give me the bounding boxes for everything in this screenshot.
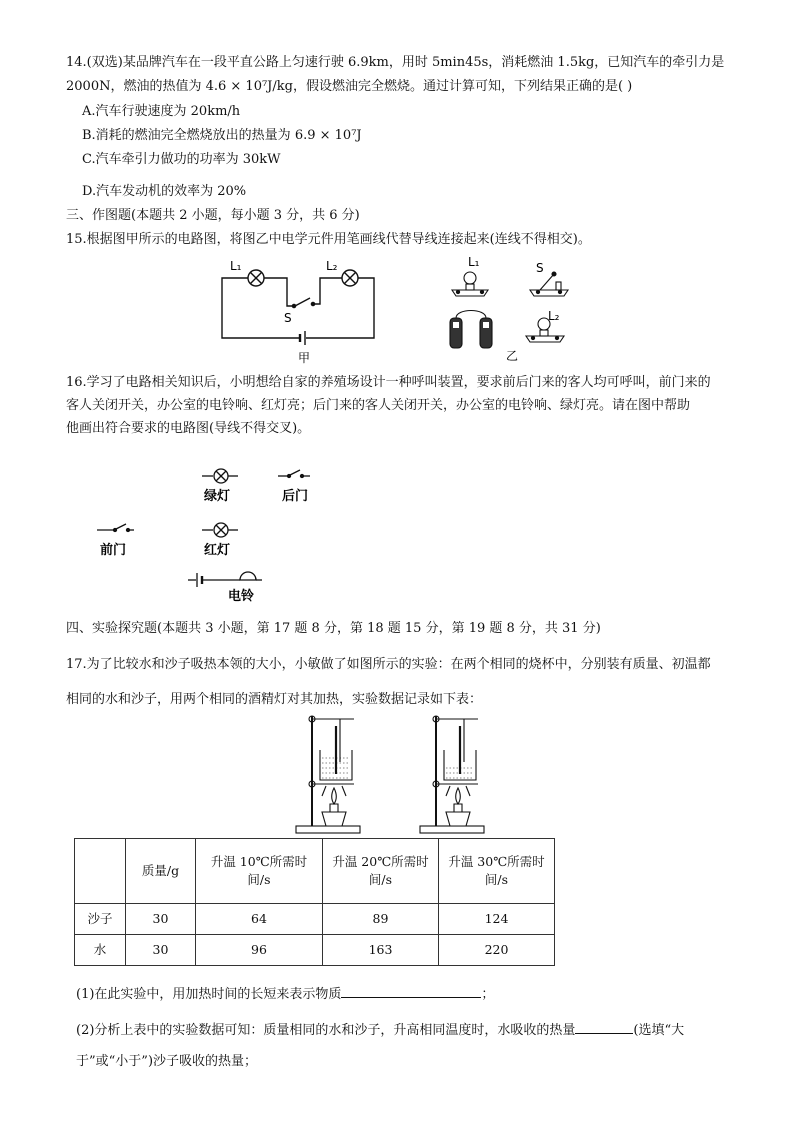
- q15-text: 15.根据图甲所示的电路图，将图乙中电学元件用笔画线代替导线连接起来(连线不得相交)。: [66, 232, 591, 247]
- q17-sub2-line-1: [76, 1021, 684, 1040]
- q17-line-1: 17.为了比较水和沙子吸热本领的大小，小敏做了如图所示的实验：在两个相同的烧杯中，分别装有质量、初温都: [66, 657, 711, 672]
- q14-option-c: C.汽车牵引力做功的功率为 30kW: [82, 152, 281, 167]
- label-l1-jia: L₁: [230, 259, 242, 273]
- heating-apparatus-figure: [292, 712, 492, 837]
- table-cell: 89: [323, 904, 439, 935]
- q17-sub2-end: (选填“大: [633, 1023, 685, 1038]
- table-cell: 水: [75, 935, 126, 966]
- label-back-door: 后门: [282, 489, 309, 504]
- caption-jia: 甲: [298, 351, 311, 365]
- table-header-cell: 质量/g: [126, 839, 196, 904]
- q17-sub2-line-2: 于”或“小于”)沙子吸收的热量；: [76, 1054, 258, 1069]
- table-cell: 163: [323, 935, 439, 966]
- q17-sub1-end: ；: [481, 987, 495, 1002]
- table-cell: 30: [126, 935, 196, 966]
- components-figure-yi: [440, 252, 580, 367]
- label-bell: 电铃: [228, 589, 255, 602]
- q14-line-1: 14.(双选)某品牌汽车在一段平直公路上匀速行驶 6.9km，用时 5min45s，消耗燃油 1.5kg，已知汽车的牵引力是: [66, 55, 725, 70]
- table-header-cell: 升温 20℃所需时间/s: [323, 839, 439, 904]
- table-header-cell: 升温 10℃所需时间/s: [196, 839, 323, 904]
- label-l2-jia: L₂: [326, 259, 338, 273]
- q14-option-b: B.消耗的燃油完全燃烧放出的热量为 6.9 × 10⁷J: [82, 128, 362, 143]
- q17-sub1-answer-blank[interactable]: [341, 985, 481, 998]
- q16-line-3: 他画出符合要求的电路图(导线不得交叉)。: [66, 421, 311, 436]
- data-table: [74, 838, 555, 966]
- q17-sub1: [76, 985, 494, 1004]
- q16-line-2: 客人关闭开关，办公室的电铃响、红灯亮；后门来的客人关闭开关，办公室的电铃响、绿灯亮。请在图中帮助: [66, 398, 691, 413]
- table-cell: 沙子: [75, 904, 126, 935]
- q17-line-2: 相同的水和沙子，用两个相同的酒精灯对其加热，实验数据记录如下表：: [66, 692, 483, 707]
- table-cell: 64: [196, 904, 323, 935]
- q14-line-2: 2000N，燃油的热值为 4.6 × 10⁷J/kg，假设燃油完全燃烧。通过计算可知，下列结果正确的是( ): [66, 79, 633, 94]
- table-cell: 96: [196, 935, 323, 966]
- label-front-door: 前门: [100, 543, 127, 558]
- label-l2-yi: L₂: [548, 309, 560, 323]
- table-cell: 30: [126, 904, 196, 935]
- section-4-heading: 四、实验探究题(本题共 3 小题，第 17 题 8 分，第 18 题 15 分，第 19 题 8 分，共 31 分): [66, 621, 601, 636]
- table-cell: 220: [439, 935, 555, 966]
- table-header-cell: 升温 30℃所需时间/s: [439, 839, 555, 904]
- q16-line-1: 16.学习了电路相关知识后，小明想给自家的养殖场设计一种呼叫装置，要求前后门来的客人均可呼叫，前门来的: [66, 375, 711, 390]
- q16-component-symbols: [90, 462, 310, 602]
- caption-yi: 乙: [506, 349, 519, 363]
- q17-sub2-answer-blank[interactable]: [575, 1021, 633, 1034]
- circuit-diagram-jia: [212, 258, 387, 368]
- table-header-cell: [75, 839, 126, 904]
- q14-option-a: A.汽车行驶速度为 20km/h: [82, 104, 241, 119]
- label-l1-yi: L₁: [468, 255, 480, 269]
- q14-option-d: D.汽车发动机的效率为 20%: [82, 184, 247, 199]
- table-row: [75, 935, 555, 966]
- section-3-heading: 三、作图题(本题共 2 小题，每小题 3 分，共 6 分): [66, 208, 360, 223]
- q17-sub2-text: (2)分析上表中的实验数据可知：质量相同的水和沙子，升高相同温度时，水吸收的热量: [76, 1023, 576, 1038]
- table-row: [75, 904, 555, 935]
- label-green-lamp: 绿灯: [204, 489, 231, 504]
- label-s-jia: S: [284, 311, 292, 325]
- table-header-row: [75, 839, 555, 904]
- label-s-yi: S: [536, 261, 544, 275]
- q17-sub1-text: (1)在此实验中，用加热时间的长短来表示物质: [76, 987, 342, 1002]
- table-cell: 124: [439, 904, 555, 935]
- label-red-lamp: 红灯: [204, 543, 231, 558]
